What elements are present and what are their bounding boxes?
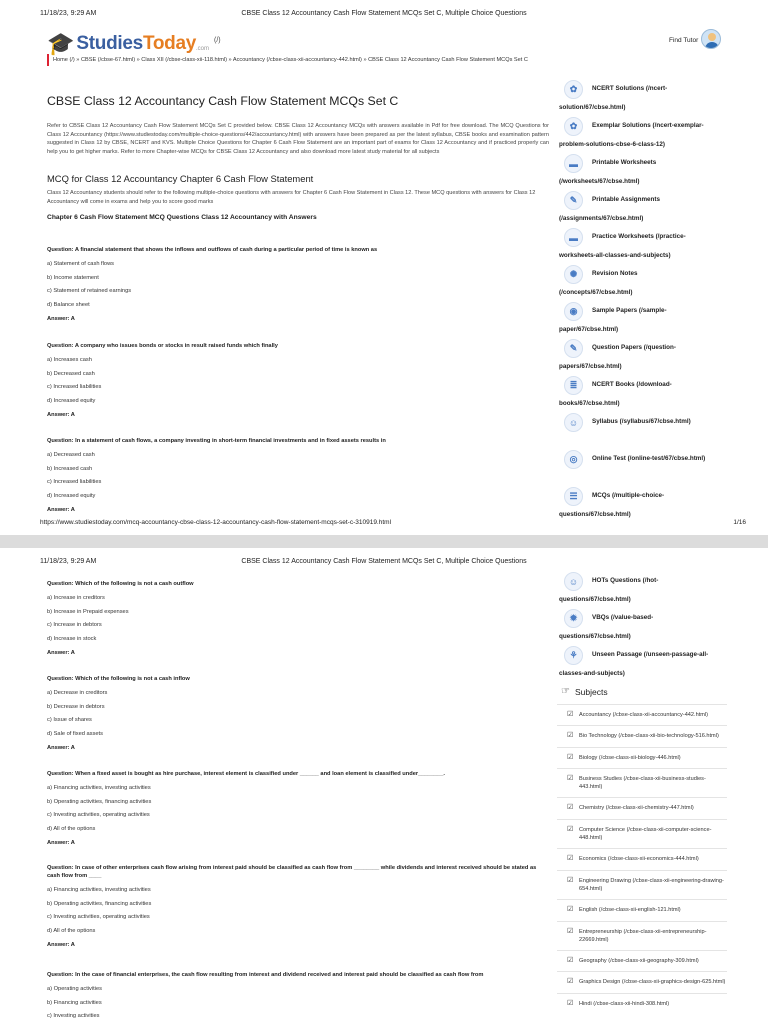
subject-link[interactable]: Computer Science (/cbse-class-xii-computer-science-448.html) xyxy=(579,826,712,842)
sidebar-item[interactable] xyxy=(557,609,727,646)
subject-link[interactable]: Economics (/cbse-class-xii-economics-444.html) xyxy=(579,856,699,863)
subject-link[interactable]: Business Studies (/cbse-class-xii-business-studies-443.html) xyxy=(579,775,706,791)
sidebar-item-label-cont: problem-solutions-cbse-6-class-12) xyxy=(559,141,666,148)
subject-item[interactable] xyxy=(557,725,727,746)
subjects-list xyxy=(557,704,727,1014)
subject-link[interactable]: Geography (/cbse-class-xii-geography-309.html) xyxy=(579,958,699,965)
answer-option: b) Decrease in debtors xyxy=(47,703,105,710)
find-tutor-link[interactable]: Find Tutor xyxy=(669,37,699,44)
sidebar-item-label: HOTs Questions (/hot- xyxy=(592,577,659,584)
worksheet-icon: ▬ xyxy=(564,154,583,173)
question-block xyxy=(47,437,547,514)
print-page-number: 1/16 xyxy=(733,519,746,526)
sidebar-item-label-cont: questions/67/cbse.html) xyxy=(559,596,631,603)
checkbox-icon: ☑ xyxy=(567,876,574,884)
subject-item[interactable] xyxy=(557,950,727,971)
checkbox-icon: ☑ xyxy=(567,711,574,718)
sidebar-item-label-cont: questions/67/cbse.html) xyxy=(559,511,631,518)
ncert-icon: ✿ xyxy=(564,80,583,99)
answer-option: c) Investing activities, operating activities xyxy=(47,914,150,921)
intro-paragraph: Refer to CBSE Class 12 Accountancy Cash Flow Statement MCQs Set C provided below. CBSE Class 12 Accountancy MCQs with answers available in Pdf for free download. The MCQ Questions for Class 12 Accountancy (https://www.studiestoday.com/multiple-choice-questions/442/accountancy.html) with answers have been prepared as per the latest syllabus, CBSE books and examination pattern suggested in Class 12 by CBSE, NCERT and KVS. Multiple Choice Questions for Chapter 6 Cash Flow Statement are an important part of exams for Class 12 Accountancy and if practiced properly can help you to get higher marks. Refer to more Chapter-wise MCQs for CBSE Class 12 Accountancy and also download more latest study material for all subjects xyxy=(47,123,549,155)
question-block xyxy=(47,342,547,419)
sidebar-item[interactable] xyxy=(557,572,727,609)
subject-item[interactable] xyxy=(557,848,727,869)
sidebar-item-label: Unseen Passage (/unseen-passage-all- xyxy=(592,651,709,658)
answer-label: Answer: A xyxy=(47,412,75,419)
sample-icon: ◉ xyxy=(564,302,583,321)
question-block xyxy=(47,246,547,323)
answer-option: b) Operating activities, financing activities xyxy=(47,798,152,805)
answer-option: a) Increase in creditors xyxy=(47,594,105,601)
sidebar-item-label-cont: solution/67/cbse.html) xyxy=(559,104,626,111)
answer-option: d) All of the options xyxy=(47,928,96,935)
answer-option: c) Increased liabilities xyxy=(47,384,102,391)
sidebar-item-label-cont: (/assignments/67/cbse.html) xyxy=(559,215,644,222)
question-text: Question: Which of the following is not a cash outflow xyxy=(47,581,194,587)
subject-item[interactable] xyxy=(557,993,727,1014)
answer-option: d) All of the options xyxy=(47,826,96,833)
sidebar-item[interactable] xyxy=(557,376,727,413)
sidebar-resources xyxy=(557,80,727,524)
answer-option: b) Operating activities, financing activities xyxy=(47,900,152,907)
answer-option: d) Increase in stock xyxy=(47,636,97,643)
answer-label: Answer: A xyxy=(47,650,75,657)
sidebar-item-label: Sample Papers (/sample- xyxy=(592,307,667,314)
exemplar-icon: ✿ xyxy=(564,117,583,136)
subject-item[interactable] xyxy=(557,870,727,900)
answer-option: b) Financing activities xyxy=(47,999,102,1006)
answer-option: c) Increase in debtors xyxy=(47,622,102,629)
checkbox-icon: ☑ xyxy=(567,825,574,833)
online-test-icon: ◎ xyxy=(564,450,583,469)
subject-link[interactable]: Biology (/cbse-class-xii-biology-446.html) xyxy=(579,754,681,761)
checkbox-icon: ☑ xyxy=(567,906,574,914)
checkbox-icon: ☑ xyxy=(567,927,574,935)
answer-option: a) Increases cash xyxy=(47,356,92,363)
practice-icon: ▬ xyxy=(564,228,583,247)
subject-item[interactable] xyxy=(557,921,727,951)
subjects-heading: ☞ Subjects xyxy=(561,686,608,697)
checkbox-icon: ☑ xyxy=(567,855,574,863)
answer-option: c) Issue of shares xyxy=(47,717,92,724)
answer-option: a) Decrease in creditors xyxy=(47,689,108,696)
answer-option: c) Increased liabilities xyxy=(47,479,102,486)
sidebar-resources-cont xyxy=(557,572,727,683)
answer-option: d) Increased equity xyxy=(47,493,96,500)
hand-pointer-icon: ☞ xyxy=(561,686,570,697)
answer-option: c) Statement of retained earnings xyxy=(47,288,132,295)
answer-label: Answer: A xyxy=(47,942,75,949)
checkbox-icon: ☑ xyxy=(567,957,574,965)
answer-option: a) Operating activities xyxy=(47,985,103,992)
sidebar-item-label: Syllabus (/syllabus/67/cbse.html) xyxy=(592,418,691,425)
logo-link[interactable]: (/) xyxy=(214,36,221,44)
checkbox-icon: ☑ xyxy=(567,732,574,740)
hots-icon: ☺ xyxy=(564,572,583,591)
subject-link[interactable]: Chemistry (/cbse-class-xii-chemistry-447.html) xyxy=(579,805,694,812)
subject-item[interactable] xyxy=(557,747,727,768)
checkbox-icon: ☑ xyxy=(567,804,574,812)
checkbox-icon: ☑ xyxy=(567,999,574,1007)
sidebar-item-label: NCERT Solutions (/ncert- xyxy=(592,85,668,92)
sidebar-item[interactable] xyxy=(557,265,727,302)
sidebar-item[interactable] xyxy=(557,80,727,117)
books-icon: ≣ xyxy=(564,376,583,395)
question-text: Question: In a statement of cash flows, a company investing in short-term financial investments and in fixed assets results in xyxy=(47,438,386,444)
print-title: CBSE Class 12 Accountancy Cash Flow Statement MCQs Set C, Multiple Choice Questions xyxy=(241,10,527,17)
question-paper-icon: ✎ xyxy=(564,339,583,358)
subject-item[interactable] xyxy=(557,971,727,992)
checkbox-icon: ☑ xyxy=(567,774,574,782)
sidebar-item[interactable] xyxy=(557,487,727,524)
checkbox-icon: ☑ xyxy=(567,978,574,986)
question-text: Question: A financial statement that shows the inflows and outflows of cash during a particular period of time is known as xyxy=(47,247,378,253)
sidebar-item-label: Revision Notes xyxy=(592,270,638,277)
subject-link[interactable]: Bio Technology (/cbse-class-xii-bio-technology-516.html) xyxy=(579,733,719,740)
sidebar-item-label-cont: (/concepts/67/cbse.html) xyxy=(559,289,633,296)
question-block xyxy=(47,971,547,1021)
question-block xyxy=(47,864,547,949)
sidebar-item[interactable] xyxy=(557,117,727,154)
sidebar-item[interactable] xyxy=(557,646,727,683)
graduation-cap-icon: 🎓 xyxy=(47,31,75,56)
sidebar-item-label-cont: books/67/cbse.html) xyxy=(559,400,620,407)
sidebar-item-label-cont: paper/67/cbse.html) xyxy=(559,326,619,333)
sidebar-item-label: Printable Assignments xyxy=(592,196,660,203)
subject-item[interactable] xyxy=(557,819,727,849)
sidebar-item-label-cont: papers/67/cbse.html) xyxy=(559,363,622,370)
sidebar-item-label: Printable Worksheets xyxy=(592,159,657,166)
answer-option: b) Decreased cash xyxy=(47,370,95,377)
sidebar-item-label-cont: questions/67/cbse.html) xyxy=(559,633,631,640)
subject-link[interactable]: Hindi (/cbse-class-xii-hindi-308.html) xyxy=(579,1000,670,1007)
notes-icon: ✺ xyxy=(564,265,583,284)
sidebar-item[interactable] xyxy=(557,339,727,376)
answer-option: d) Balance sheet xyxy=(47,302,90,309)
answer-label: Answer: A xyxy=(47,507,75,514)
answer-option: b) Income statement xyxy=(47,274,99,281)
print-datetime: 11/18/23, 9:29 AM xyxy=(40,558,97,565)
answer-option: a) Statement of cash flows xyxy=(47,260,115,267)
tutor-avatar-icon[interactable] xyxy=(701,29,721,49)
question-text: Question: A company who issues bonds or stocks in result raised funds which finally xyxy=(47,343,278,349)
subject-item[interactable] xyxy=(557,797,727,818)
sidebar-item[interactable] xyxy=(557,413,727,450)
vbq-icon: ✹ xyxy=(564,609,583,628)
sidebar-item-label: Online Test (/online-test/67/cbse.html) xyxy=(592,455,706,462)
subject-link[interactable]: Accountancy (/cbse-class-xii-accountancy-442.html) xyxy=(579,712,709,718)
question-block xyxy=(47,675,547,752)
question-text: Question: In the case of financial enterprises, the cash flow resulting from interest and dividend received and interest paid should be classified as cash flow from xyxy=(47,972,484,978)
subject-item[interactable] xyxy=(557,704,727,725)
breadcrumb[interactable]: Home (/) » CBSE (/cbse-67.html) » Class XII (/cbse-class-xii-118.html) » Accountancy (/cbse-class-xii-accountancy-442.html) » CBSE Class 12 Accountancy Cash Flow Statement MCQs Set C xyxy=(47,54,737,66)
sidebar-item[interactable] xyxy=(557,191,727,228)
sidebar-item[interactable] xyxy=(557,228,727,265)
page-title: CBSE Class 12 Accountancy Cash Flow Statement MCQs Set C xyxy=(47,94,399,108)
sidebar-item-label-cont: worksheets-all-classes-and-subjects) xyxy=(559,252,671,259)
sidebar-item-label: MCQs (/multiple-choice- xyxy=(592,492,665,499)
question-text: Question: When a fixed asset is bought as hire purchase, interest element is classified under ______ and loan element is classified under________. xyxy=(47,771,445,777)
sidebar-item-label: VBQs (/value-based- xyxy=(592,614,654,621)
answer-label: Answer: A xyxy=(47,745,75,752)
subject-item[interactable] xyxy=(557,768,727,798)
answer-option: d) Increased equity xyxy=(47,398,96,405)
answer-option: c) Investing activities, operating activities xyxy=(47,812,150,819)
question-text: Question: Which of the following is not a cash inflow xyxy=(47,676,190,682)
print-datetime: 11/18/23, 9:29 AM xyxy=(40,10,97,17)
answer-option: b) Increased cash xyxy=(47,465,93,472)
sidebar-item-label: Question Papers (/question- xyxy=(592,344,676,351)
print-url: https://www.studiestoday.com/mcq-accountancy-cbse-class-12-accountancy-cash-flow-statement-mcqs-set-c-310919.html xyxy=(40,519,392,526)
answer-label: Answer: A xyxy=(47,840,75,847)
subject-item[interactable] xyxy=(557,899,727,920)
checkbox-icon: ☑ xyxy=(567,753,574,761)
sidebar-item-label-cont: classes-and-subjects) xyxy=(559,670,625,677)
sidebar-item[interactable] xyxy=(557,154,727,191)
logo-wordmark: StudiesToday xyxy=(76,33,196,54)
sidebar-item[interactable] xyxy=(557,450,727,487)
sidebar-item[interactable] xyxy=(557,302,727,339)
answer-option: c) Investing activities xyxy=(47,1013,100,1020)
subject-link[interactable]: Graphics Design (/cbse-class-xii-graphics-design-625.html) xyxy=(579,979,726,986)
section-subtitle: MCQ for Class 12 Accountancy Chapter 6 Cash Flow Statement xyxy=(47,173,314,184)
sidebar-item-label: Practice Worksheets (/practice- xyxy=(592,233,686,240)
sidebar-item-label: Exemplar Solutions (/ncert-exemplar- xyxy=(592,122,704,129)
section-intro: Class 12 Accountancy students should refer to the following multiple-choice questions with answers for Chapter 6 Cash Flow Statement in Class 12. These MCQ questions with answers for Class 12 Accountancy will come in exams and help you to score good marks xyxy=(47,190,536,205)
question-text: Question: In case of other enterprises cash flow arising from interest paid should be classified as cash flow from ________ while dividends and interest received should be stated as cash flow from ____ xyxy=(47,865,537,879)
answer-option: d) Sale of fixed assets xyxy=(47,731,103,738)
assignment-icon: ✎ xyxy=(564,191,583,210)
unseen-icon: ⚘ xyxy=(564,646,583,665)
syllabus-icon: ☺ xyxy=(564,413,583,432)
question-block xyxy=(47,580,547,657)
answer-label: Answer: A xyxy=(47,316,75,323)
sidebar-item-label: NCERT Books (/download- xyxy=(592,381,672,388)
logo-com: .com xyxy=(195,46,209,52)
print-title: CBSE Class 12 Accountancy Cash Flow Statement MCQs Set C, Multiple Choice Questions xyxy=(241,558,527,565)
answer-option: b) Increase in Prepaid expenses xyxy=(47,608,129,615)
sidebar-item-label-cont: (/worksheets/67/cbse.html) xyxy=(559,178,640,185)
mcq-icon: ☰ xyxy=(564,487,583,506)
subject-link[interactable]: English (/cbse-class-xii-english-121.html) xyxy=(579,907,681,914)
question-block xyxy=(47,770,547,847)
chapter-heading: Chapter 6 Cash Flow Statement MCQ Questions Class 12 Accountancy with Answers xyxy=(47,214,317,221)
answer-option: a) Financing activities, investing activities xyxy=(47,886,151,893)
answer-option: a) Financing activities, investing activities xyxy=(47,784,151,791)
subject-link[interactable]: Engineering Drawing (/cbse-class-xii-engineering-drawing-654.html) xyxy=(579,877,724,892)
answer-option: a) Decreased cash xyxy=(47,451,95,458)
subject-link[interactable]: Entrepreneurship (/cbse-class-xii-entrepreneurship-22669.html) xyxy=(579,928,707,943)
